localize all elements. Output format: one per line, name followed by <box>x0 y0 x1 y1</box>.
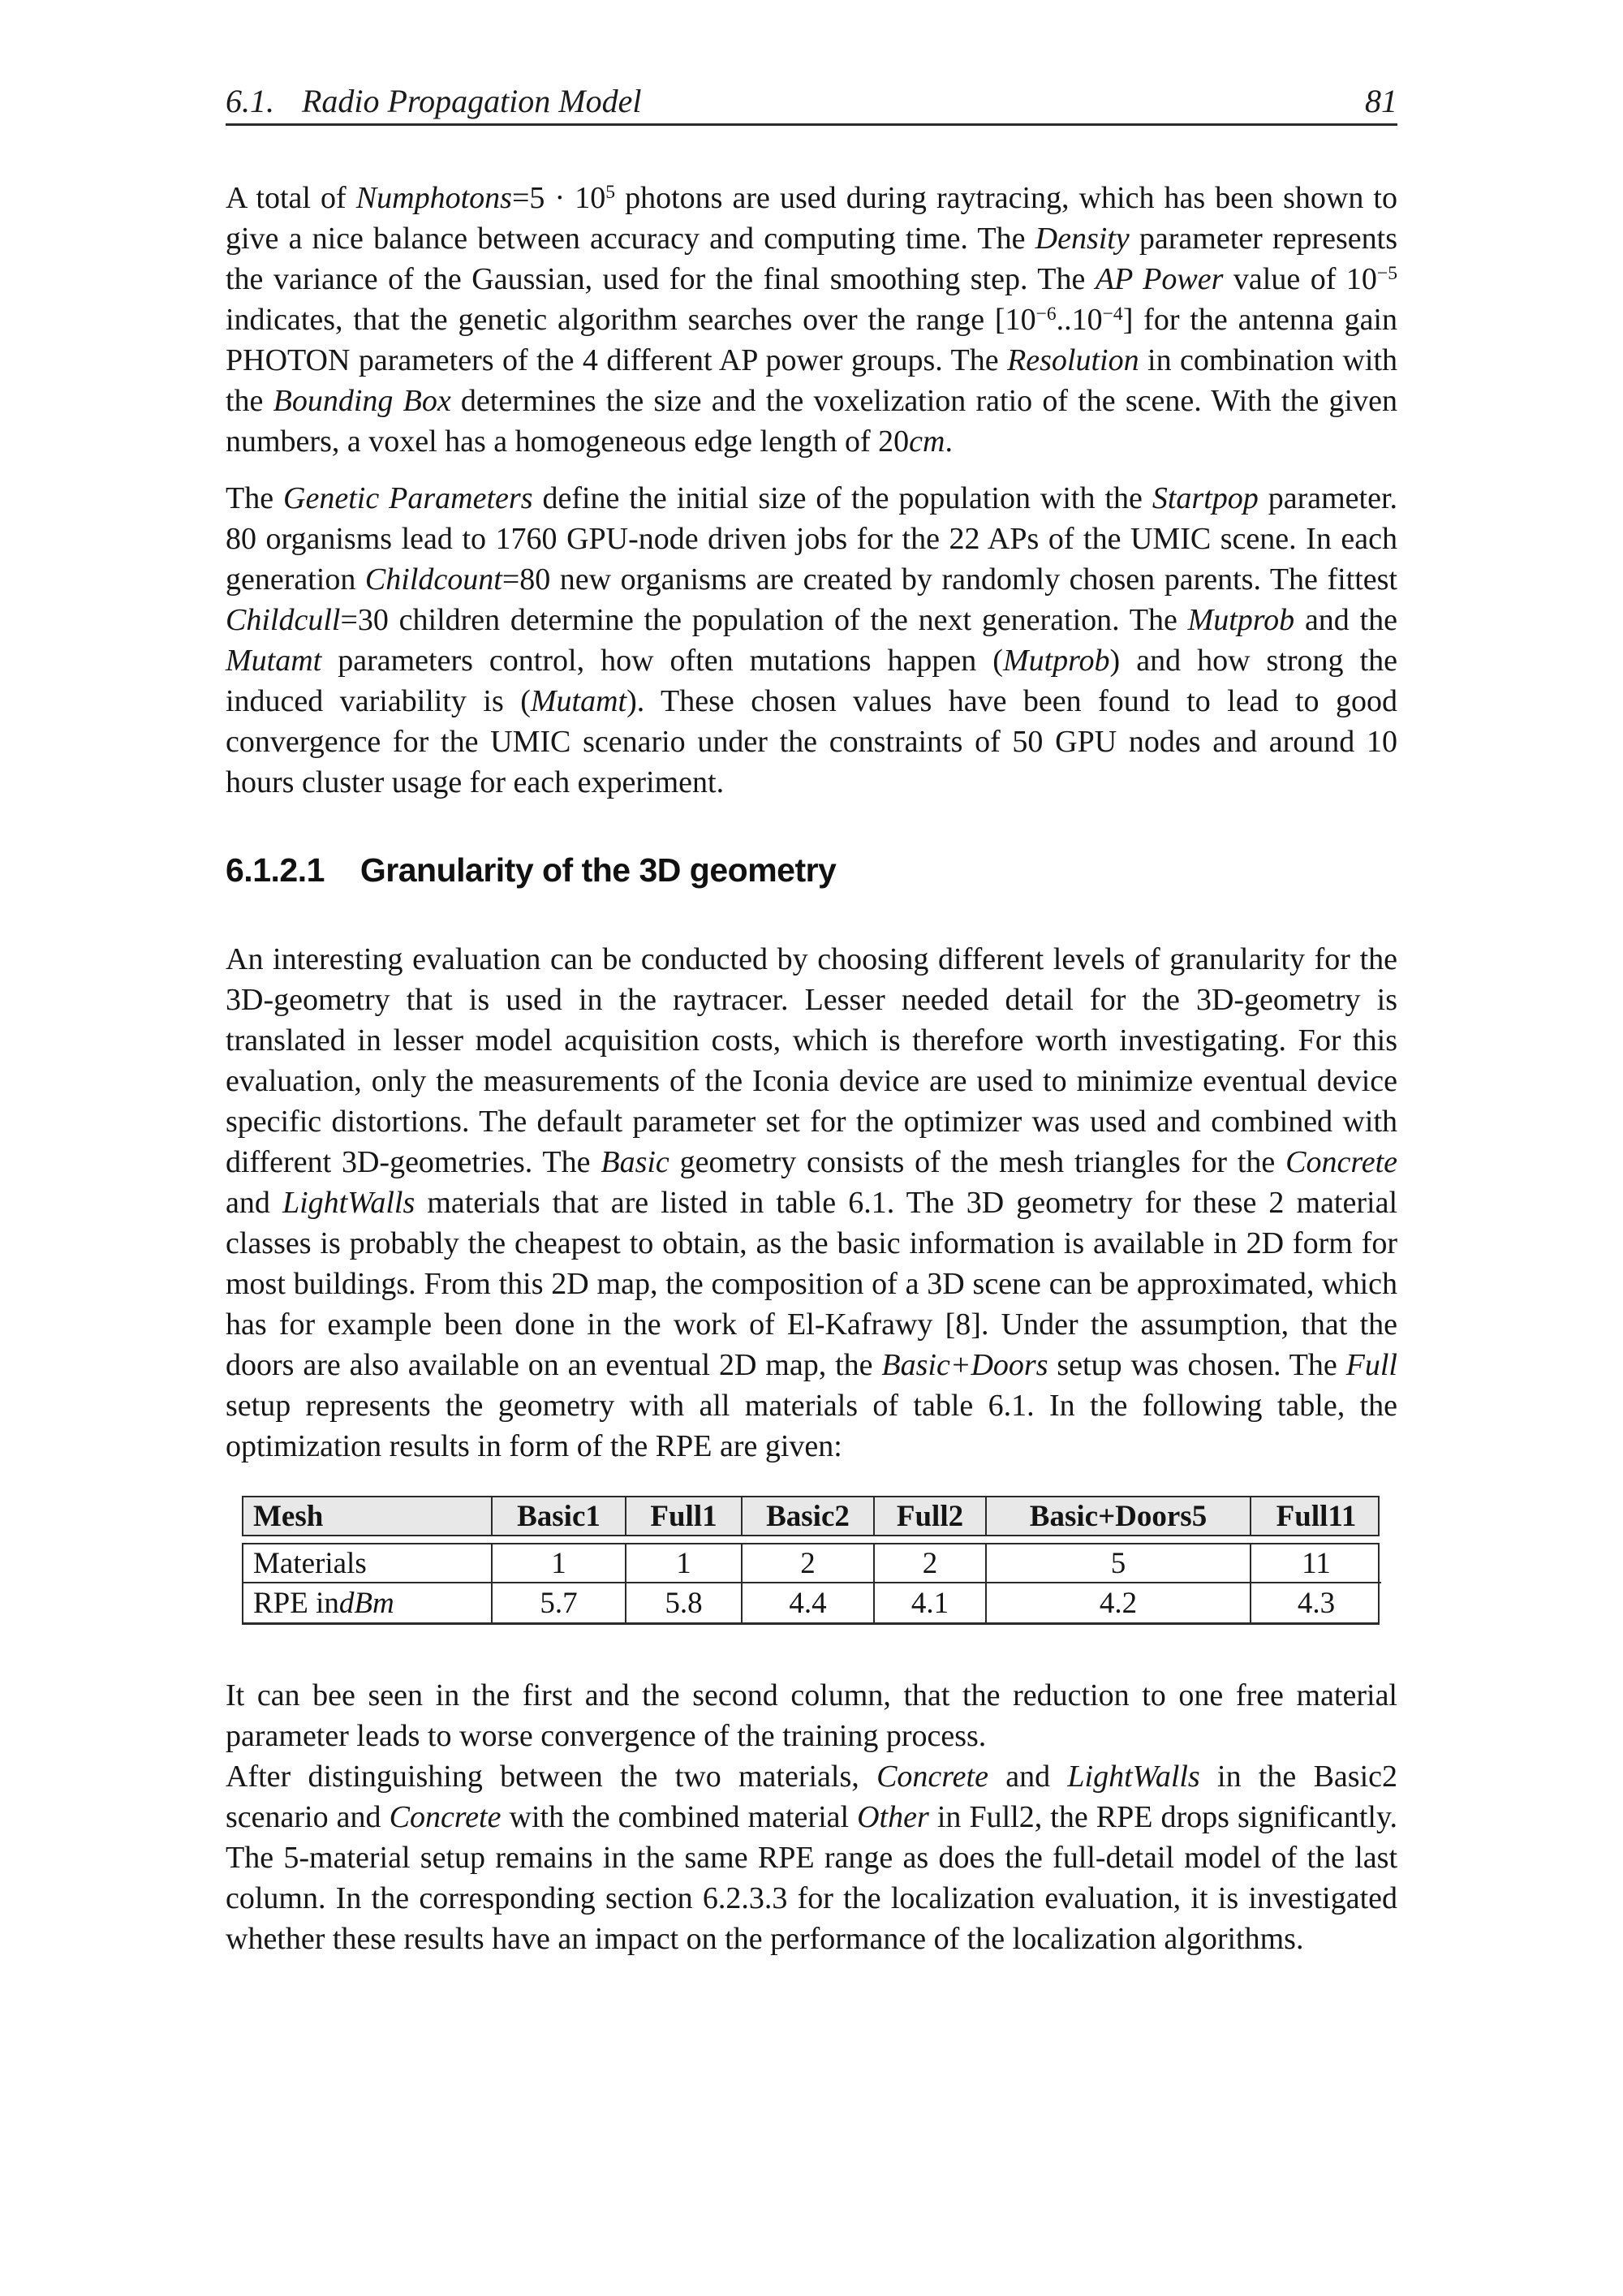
table-body <box>242 1543 1380 1625</box>
rpe-value-basic-doors5: 4.2 <box>985 1583 1250 1622</box>
running-header-left <box>226 84 641 119</box>
paragraph-column-observation: It can bee seen in the first and the second column, that the reduction to one free material parameter leads to worse convergence of the training process. <box>226 1678 1397 1753</box>
materials-value-basic2: 2 <box>741 1544 873 1583</box>
paragraph-raytracing-parameters: A total of Numphotons=5 · $10^5$ photons are used during raytracing, which has been shown to give a nice balance between accuracy and computing time. The Density parameter represents the variance of the Gaussian, used for the final smoothing step. The AP Power value of $10^{-5}$ indicates, that the genetic algorithm searches over the range $[10^{-6}..10^{-4}]$ for the antenna gain PHOTON parameters of the 4 different AP power groups. The Resolution in combination with the Bounding Box determines the size and the voxelization ratio of the scene. With the given numbers, a voxel has a homogeneous edge length of 20cm. <box>226 181 1397 459</box>
rpe-value-full1: 5.8 <box>625 1583 741 1622</box>
page-content <box>226 0 1397 1959</box>
table-header-cell-full1: Full1 <box>625 1497 741 1535</box>
rpe-results-table <box>242 1496 1380 1625</box>
rpe-value-full2: 4.1 <box>873 1583 985 1622</box>
table-header-cell-basic-doors5: Basic+Doors5 <box>985 1497 1250 1535</box>
subsection-title: Granularity of the 3D geometry <box>359 851 837 889</box>
materials-value-basic-doors5: 5 <box>985 1544 1250 1583</box>
page-number: 81 <box>1365 83 1397 119</box>
rpe-value-basic2: 4.4 <box>741 1583 873 1622</box>
rpe-row-label: RPE in dBm <box>253 1586 394 1620</box>
running-header-title: Radio Propagation Model <box>302 83 642 119</box>
paragraph-genetic-parameters: The Genetic Parameters define the initial size of the population with the Startpop parameter. 80 organisms lead to 1760 GPU-node driven jobs for the 22 APs of the UMIC scene. In each generation Childcount=80 new organisms are created by randomly chosen parents. The fittest Childcull=30 children determine the population of the next generation. The Mutprob and the Mutamt parameters control, how often mutations happen (Mutprob) and how strong the induced variability is (Mutamt). These chosen values have been found to lead to good convergence for the UMIC scenario under the constraints of 50 GPU nodes and around 10 hours cluster usage for each experiment. <box>226 481 1398 799</box>
rpe-value-basic1: 5.7 <box>491 1583 625 1622</box>
table-header-cell-basic1: Basic1 <box>491 1497 625 1535</box>
materials-value-full2: 2 <box>873 1544 985 1583</box>
materials-value-basic1: 1 <box>491 1544 625 1583</box>
subsection-heading <box>226 851 1397 889</box>
materials-row-label: Materials <box>243 1544 491 1583</box>
table-header-cell-full2: Full2 <box>873 1497 985 1535</box>
paragraph-material-distinction: After distinguishing between the two materials, Concrete and LightWalls in the Basic2 scenario and Concrete with the combined material Other in Full2, the RPE drops significantly. The 5-material setup remains in the same RPE range as does the full-detail model of the last column. In the corresponding section 6.2.3.3 for the localization evaluation, it is investigated whether these results have an impact on the performance of the localization algorithms. <box>226 1760 1398 1956</box>
table-header-row <box>242 1496 1380 1536</box>
table-header-cell-mesh: Mesh <box>253 1499 324 1533</box>
rpe-value-full11: 4.3 <box>1250 1583 1381 1622</box>
running-header-section-number: 6.1. <box>226 83 274 119</box>
header-rule <box>226 123 1397 126</box>
materials-value-full1: 1 <box>625 1544 741 1583</box>
materials-value-full11: 11 <box>1250 1544 1381 1583</box>
table-header-cell-full11: Full11 <box>1250 1497 1381 1535</box>
table-header-cell-basic2: Basic2 <box>741 1497 873 1535</box>
subsection-number: 6.1.2.1 <box>226 851 325 889</box>
paragraph-granularity-evaluation: An interesting evaluation can be conducted by choosing different levels of granularity for the 3D-geometry that is used in the raytracer. Lesser needed detail for the 3D-geometry is translated in lesser model acquisition costs, which is therefore worth investigating. For this evaluation, only the measurements of the Iconia device are used to minimize eventual device specific distortions. The default parameter set for the optimizer was used and combined with different 3D-geometries. The Basic geometry consists of the mesh triangles for the Concrete and LightWalls materials that are listed in table 6.1. The 3D geometry for these 2 material classes is probably the cheapest to obtain, as the basic information is available in 2D form for most buildings. From this 2D map, the composition of a 3D scene can be approximated, which has for example been done in the work of El-Kafrawy [8]. Under the assumption, that the doors are also available on an eventual 2D map, the Basic+Doors setup was chosen. The Full setup represents the geometry with all materials of table 6.1. In the following table, the optimization results in form of the RPE are given: <box>226 942 1397 1463</box>
running-header <box>226 84 1397 119</box>
